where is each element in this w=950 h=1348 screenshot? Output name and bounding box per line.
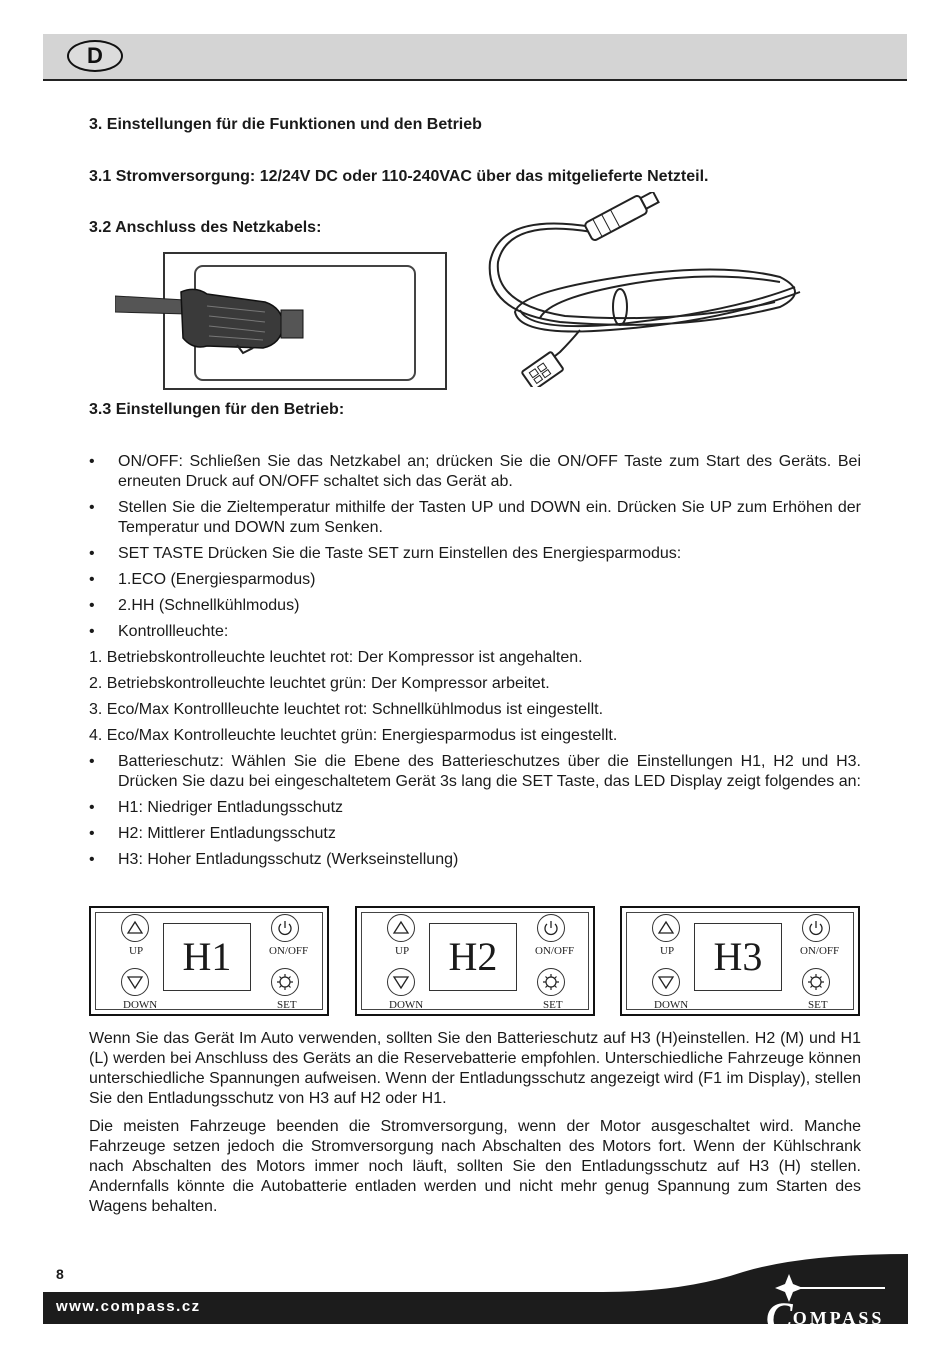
down-triangle-icon [121,968,149,996]
list-item: • ON/OFF: Schließen Sie das Netzkabel an; drücken Sie die ON/OFF Taste zum Start des Geräts. Bei erneuten Druck auf ON/OFF schaltet sich das Gerät ab. [89,452,861,492]
list-item: • Kontrollleuchte: [89,622,861,642]
power-icon [802,914,830,942]
down-triangle-icon [652,968,680,996]
led-display: H2 [429,923,517,991]
set-label: SET [543,999,563,1011]
page-number: 8 [56,1266,64,1282]
car-cable-illustration [480,192,810,387]
up-triangle-icon [121,914,149,942]
control-panel-h1 [89,906,329,1016]
list-item: 2. Betriebskontrolleuchte leuchtet grün: Der Kompressor arbeitet. [89,675,550,692]
power-icon [271,914,299,942]
section-heading: 3. Einstellungen für die Funktionen und den Betrieb [89,116,482,133]
gear-icon [537,968,565,996]
header-band [43,34,907,81]
list-item: • H2: Mittlerer Entladungsschutz [89,824,861,844]
control-panel-h2 [355,906,595,1016]
up-label: UP [660,945,675,957]
up-label: UP [129,945,144,957]
subsection-operation-settings: 3.3 Einstellungen für den Betrieb: [89,401,345,418]
onoff-label: ON/OFF [269,945,309,957]
gear-icon [802,968,830,996]
up-triangle-icon [387,914,415,942]
power-icon [537,914,565,942]
plug-socket-illustration [115,250,450,392]
logo-rest: OMPASS [792,1308,885,1328]
set-label: SET [277,999,297,1011]
down-label: DOWN [389,999,424,1011]
subsection-power-supply: 3.1 Stromversorgung: 12/24V DC oder 110-240VAC über das mitgelieferte Netzteil. [89,168,709,185]
led-display: H1 [163,923,251,991]
gear-icon [271,968,299,996]
list-item: • H3: Hoher Entladungsschutz (Werkseinstellung) [89,850,861,870]
list-item: 3. Eco/Max Kontrollleuchte leuchtet rot: Schnellkühlmodus ist eingestellt. [89,701,604,718]
body-paragraphs [89,1029,861,1225]
down-label: DOWN [123,999,158,1011]
up-triangle-icon [652,914,680,942]
set-label: SET [808,999,828,1011]
list-item: • Stellen Sie die Zieltemperatur mithilfe der Tasten UP und DOWN ein. Drücken Sie UP zum Erhöhen der Temperatur und DOWN zum Senken. [89,498,861,538]
onoff-label: ON/OFF [535,945,575,957]
onoff-label: ON/OFF [800,945,840,957]
paragraph: Wenn Sie das Gerät Im Auto verwenden, sollten Sie den Batterieschutz auf H3 (H)einstellen. H2 (M) und H1 (L) werden bei Anschluss des Geräts an die Reservebatterie empfohlen. Unterschiedliche Fahrzeuge können unterschiedliche Spannungen aufweisen. Wenn der Entladungsschutz angezeigt wird (F1 im Display), stellen Sie den Entladungsschutz von H3 auf H2 oder H1. [89,1030,861,1107]
down-label: DOWN [654,999,689,1011]
led-display: H3 [694,923,782,991]
list-item: 1. Betriebskontrolleuchte leuchtet rot: Der Kompressor ist angehalten. [89,649,583,666]
settings-list [89,452,861,876]
language-badge: D [67,40,123,72]
list-item: 4. Eco/Max Kontrolleuchte leuchtet grün: Energiesparmodus ist eingestellt. [89,727,618,744]
up-label: UP [395,945,410,957]
list-item: • SET TASTE Drücken Sie die Taste SET zurn Einstellen des Energiesparmodus: [89,544,861,564]
paragraph: Die meisten Fahrzeuge beenden die Stromversorgung, wenn der Motor ausgeschaltet wird. Manche Fahrzeuge setzen jedoch die Stromversorgung nach Abschalten des Motors fort. Wenn der Kühlschrank nach Abschalten des Motors immer noch läuft, sollten Sie den Entladungsschutz auf H3 (H) stellen. Andernfalls könnte die Autobatterie entladen werden und nicht mehr genug Spannung zum Starten des Wagens behalten. [89,1118,861,1215]
down-triangle-icon [387,968,415,996]
list-item: • H1: Niedriger Entladungsschutz [89,798,861,818]
compass-logo [766,1293,884,1340]
list-item: • Batterieschutz: Wählen Sie die Ebene des Batterieschutzes über die Einstellungen H1, H2 und H3. Drücken Sie dazu bei eingeschaltetem Gerät 3s lang die SET Taste, das LED Display zeigt folgendes an: [89,752,861,792]
control-panel-h3 [620,906,860,1016]
subsection-cable-connection: 3.2 Anschluss des Netzkabels: [89,219,322,236]
list-item: • 1.ECO (Energiesparmodus) [89,570,861,590]
battery-protection-panels [89,906,862,1016]
website-url: www.compass.cz [56,1298,201,1315]
logo-initial: C [766,1294,793,1339]
list-item: • 2.HH (Schnellkühlmodus) [89,596,861,616]
